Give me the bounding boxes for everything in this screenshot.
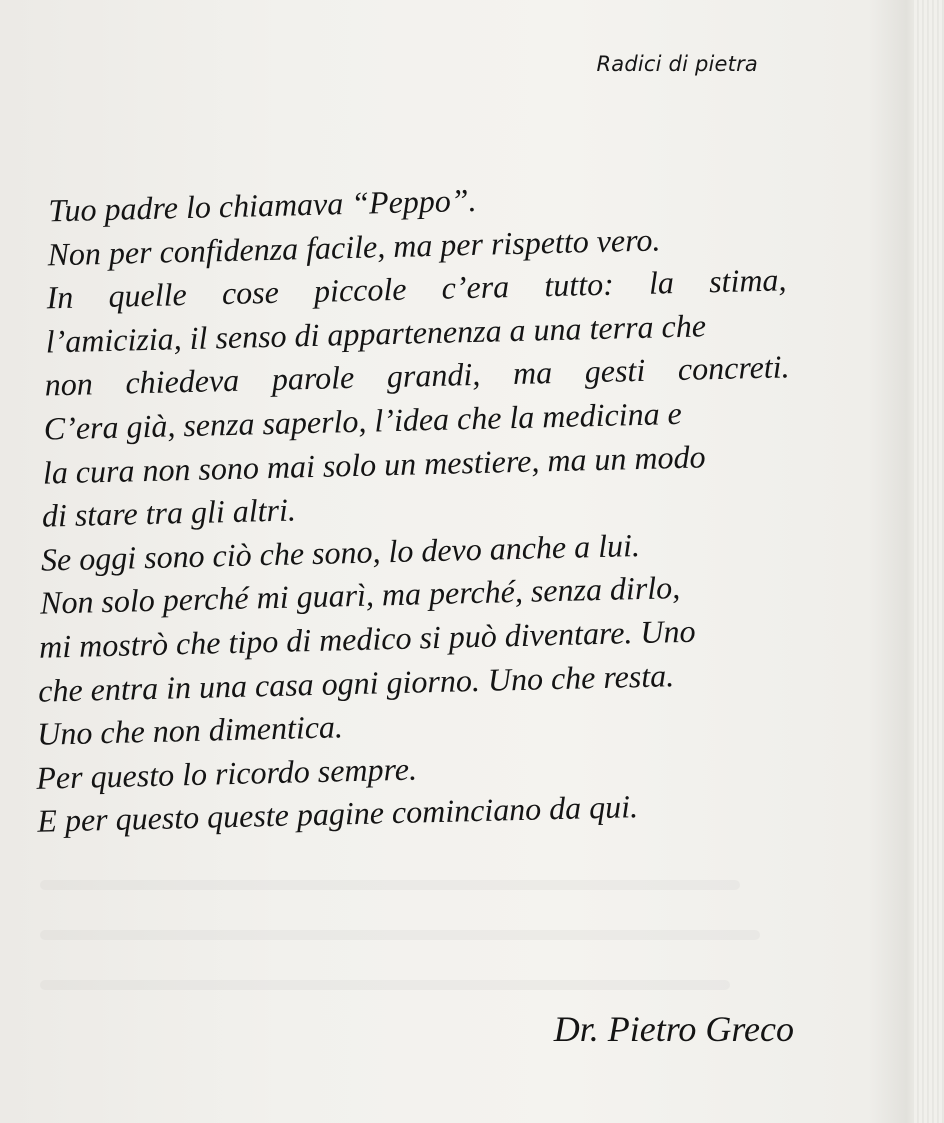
text-line: Tuo padre lo chiamava “Peppo”. [48,181,477,229]
text-line: C’era già, senza saperlo, l’idea che la medicina e [43,394,683,447]
text-line: Uno che non dimentica. [36,708,344,752]
signature: Dr. Pietro Greco [553,1009,794,1049]
show-through-shadow [40,930,760,940]
text-line: Per questo lo ricordo sempre. [35,750,418,796]
page-edge [914,0,944,1123]
text-line: che entra in una casa ogni giorno. Uno che resta. [37,656,675,709]
text-line: E per questo queste pagine cominciano da qui. [36,788,639,840]
text-line: Non per confidenza facile, ma per rispetto vero. [47,221,661,272]
show-through-shadow [40,880,740,890]
text-line: non chiedeva parole grandi, ma gesti concreti. [44,348,790,403]
text-line: l’amicizia, il senso di appartenenza a una terra che [45,307,707,360]
text-line: In quelle cose piccole c’era tutto: la stima, [46,261,787,316]
body-text [22,171,808,844]
text-line: la cura non sono mai solo un mestiere, ma un modo [42,437,706,491]
show-through-shadow [40,980,730,990]
text-line: Se oggi sono ciò che sono, lo devo anche a lui. [40,526,641,578]
text-line: mi mostrò che tipo di medico si può diventare. Uno [38,612,696,665]
text-line: Non solo perché mi guarì, ma perché, senza dirlo, [39,569,681,622]
text-line: di stare tra gli altri. [41,491,297,534]
running-head: Radici di pietra [596,52,758,76]
